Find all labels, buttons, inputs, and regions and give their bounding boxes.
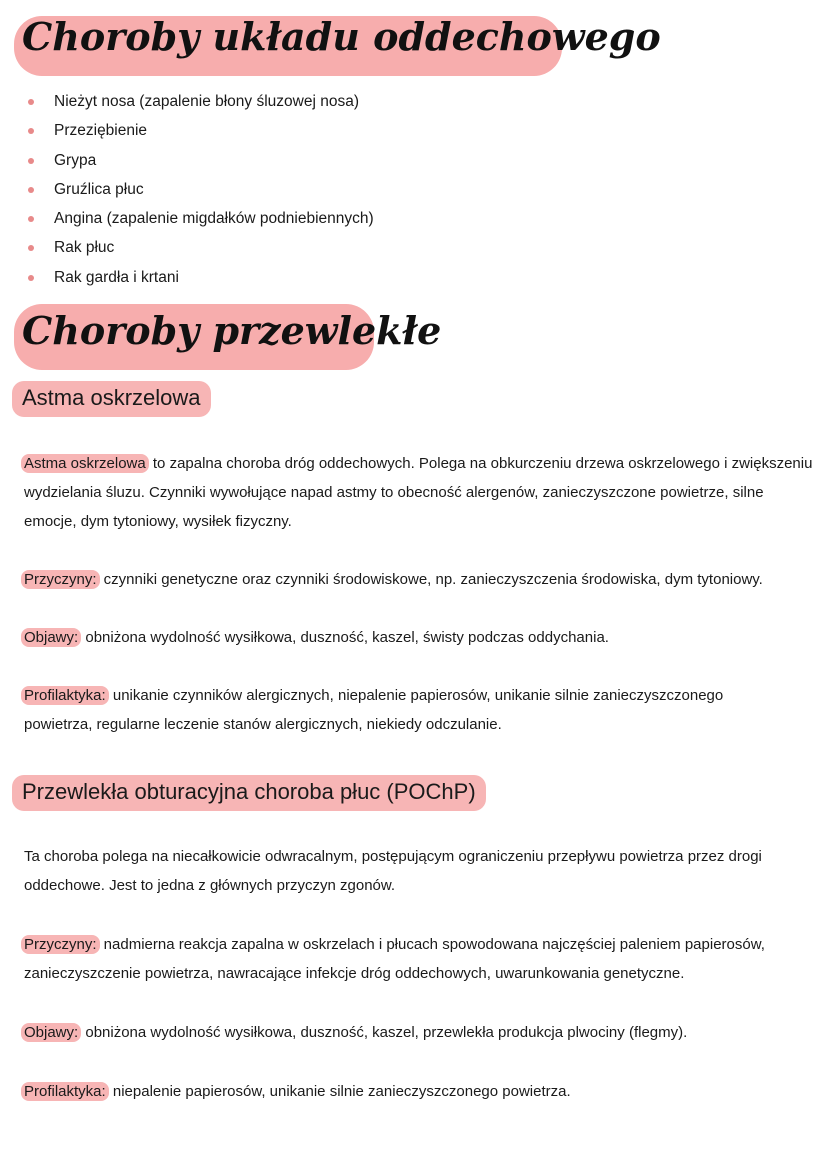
list-item: Angina (zapalenie migdałków podniebiennych) — [28, 204, 374, 233]
section-title-respiratory-diseases — [22, 14, 661, 59]
list-item: Nieżyt nosa (zapalenie błony śluzowej nosa) — [28, 87, 374, 116]
asthma-causes: Przyczyny: czynniki genetyczne oraz czynniki środowiskowe, np. zanieczyszczenia środowiska, dym tytoniowy. — [24, 565, 814, 594]
section-title-chronic-diseases — [22, 308, 441, 353]
copd-symptoms: Objawy: obniżona wydolność wysiłkowa, duszność, kaszel, przewlekła produkcja plwociny (flegmy). — [24, 1018, 814, 1047]
asthma-term-highlight: Astma oskrzelowa — [21, 454, 149, 473]
causes-label: Przyczyny: — [21, 570, 100, 589]
list-item: Przeziębienie — [28, 116, 374, 145]
bullet-icon — [28, 187, 34, 193]
bullet-icon — [28, 245, 34, 251]
title-text: Choroby układu oddechowego — [22, 14, 661, 59]
copd-causes: Przyczyny: nadmierna reakcja zapalna w oskrzelach i płucach spowodowana najczęściej paleniem papierosów, zanieczyszczenie powietrza, nawracające infekcje dróg oddechowych, uwarunkowania genetyczne. — [24, 930, 814, 988]
title-text: Choroby przewlekłe — [22, 308, 442, 353]
asthma-heading: Astma oskrzelowa — [12, 381, 211, 417]
causes-label: Przyczyny: — [21, 935, 100, 954]
symptoms-label: Objawy: — [21, 1023, 81, 1042]
prevention-label: Profilaktyka: — [21, 686, 109, 705]
asthma-prevention: Profilaktyka: unikanie czynników alergicznych, niepalenie papierosów, unikanie silnie zanieczyszczonego powietrza, regularne leczenie stanów alergicznych, niekiedy odczulanie. — [24, 681, 744, 739]
list-item: Rak płuc — [28, 233, 374, 262]
copd-prevention: Profilaktyka: niepalenie papierosów, unikanie silnie zanieczyszczonego powietrza. — [24, 1077, 814, 1106]
symptoms-label: Objawy: — [21, 628, 81, 647]
asthma-symptoms: Objawy: obniżona wydolność wysiłkowa, duszność, kaszel, świsty podczas oddychania. — [24, 623, 814, 652]
list-item: Gruźlica płuc — [28, 175, 374, 204]
prevention-label: Profilaktyka: — [21, 1082, 109, 1101]
copd-intro: Ta choroba polega na niecałkowicie odwracalnym, postępującym ograniczeniu przepływu powietrza przez drogi oddechowe. Jest to jedna z głównych przyczyn zgonów. — [24, 848, 762, 894]
bullet-icon — [28, 99, 34, 105]
copd-heading: Przewlekła obturacyjna choroba płuc (POChP) — [12, 775, 486, 811]
list-item: Rak gardła i krtani — [28, 263, 374, 292]
disease-list — [28, 87, 374, 292]
asthma-intro: Astma oskrzelowa to zapalna choroba dróg oddechowych. Polega na obkurczeniu drzewa oskrzelowego i zwiększeniu wydzielania śluzu. Czynniki wywołujące napad astmy to obecność alergenów, zanieczyszczone powietrze, silne emocje, dym tytoniowy, wysiłek fizyczny. — [24, 449, 814, 536]
bullet-icon — [28, 275, 34, 281]
bullet-icon — [28, 216, 34, 222]
bullet-icon — [28, 158, 34, 164]
list-item: Grypa — [28, 146, 374, 175]
bullet-icon — [28, 128, 34, 134]
